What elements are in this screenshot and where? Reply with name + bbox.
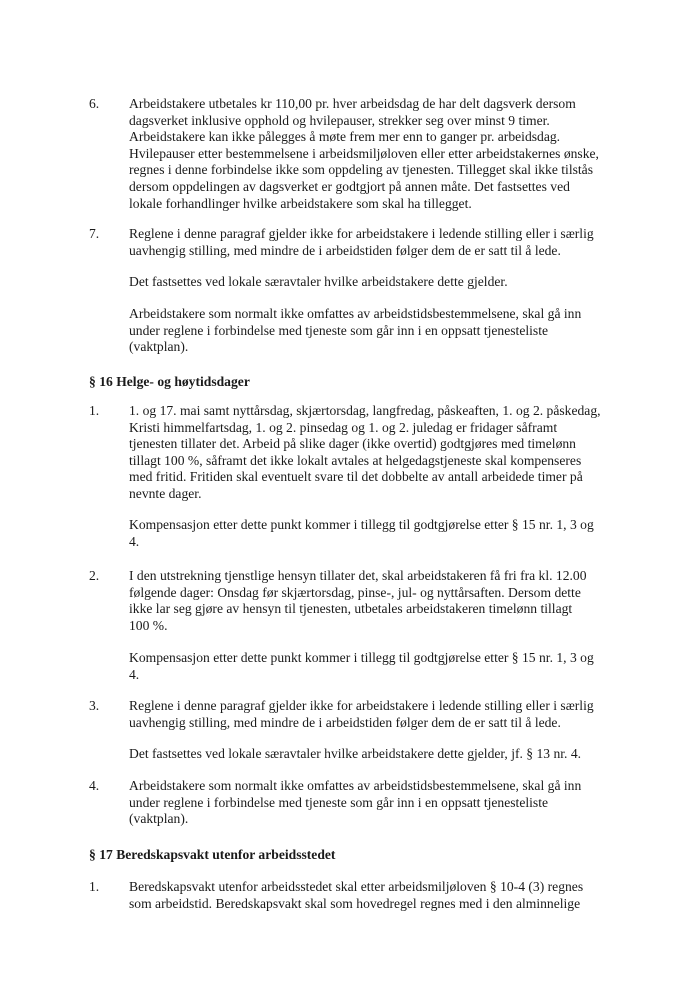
paragraph (129, 517, 649, 550)
text-line: følgende dager: Onsdag før skjærtorsdag, pinse-, jul- og nyttårsaften. Dersom dette (129, 584, 581, 600)
text-line: dagsverket inklusive opphold og hvilepauser, strekker seg over minst 9 timer. (129, 112, 550, 128)
text-line: Arbeidstakere kan ikke pålegges å møte frem mer enn to ganger pr. arbeidsdag. (129, 129, 561, 145)
text-line: (vaktplan). (129, 339, 189, 355)
text-line: Det fastsettes ved lokale særavtaler hvilke arbeidstakere dette gjelder, jf. § 13 nr. 4. (129, 746, 582, 761)
text-line: tillagt 100 %, såframt det ikke lokalt avtales at helgedagstjeneste skal kompenseres (129, 452, 582, 468)
text-line: uavhengig stilling, med mindre de i arbeidstiden følger dem de er satt til å lede. (129, 242, 561, 258)
text-line: tjenesten tillater det. Arbeid på slike dager (ikke overtid) godtgjøres med timelønn (129, 436, 576, 452)
text-line: Arbeidstakere som normalt ikke omfattes av arbeidstidsbestemmelsene, skal gå inn (129, 306, 582, 321)
text-line: Kristi himmelfartsdag, 1. og 2. pinsedag og 1. og 2. juledag er fridager såframt (129, 419, 558, 435)
text-line: Reglene i denne paragraf gjelder ikke for arbeidstakere i ledende stilling eller i særlig (129, 698, 594, 713)
text-line: I den utstrekning tjenstlige hensyn tillater det, skal arbeidstakeren få fri fra kl. 12.00 (129, 568, 587, 583)
text-line: 1. og 17. mai samt nyttårsdag, skjærtorsdag, langfredag, påskeaften, 1. og 2. påskedag, (129, 403, 601, 418)
paragraph (129, 879, 649, 912)
section-heading: § 17 Beredskapsvakt utenfor arbeidsstedet (89, 847, 336, 862)
item-number: 1. (89, 403, 100, 418)
item-number: 1. (89, 879, 100, 894)
paragraph (129, 746, 649, 763)
text-line: 4. (129, 666, 140, 682)
paragraph (129, 650, 649, 683)
text-line: Kompensasjon etter dette punkt kommer i tillegg til godtgjørelse etter § 15 nr. 1, 3 og (129, 650, 594, 665)
text-line: Arbeidstakere som normalt ikke omfattes av arbeidstidsbestemmelsene, skal gå inn (129, 778, 582, 793)
paragraph (129, 226, 649, 259)
paragraph (129, 698, 649, 731)
paragraph (129, 403, 649, 503)
paragraph (129, 568, 649, 634)
text-line: Kompensasjon etter dette punkt kommer i tillegg til godtgjørelse etter § 15 nr. 1, 3 og (129, 517, 594, 532)
text-line: 4. (129, 533, 140, 549)
item-number: 6. (89, 96, 100, 111)
text-line: regnes i denne forbindelse ikke som oppdeling av tjenesten. Tillegget skal ikke tilstås (129, 162, 593, 178)
text-line: med fritid. Fritiden skal eventuelt svare til det dobbelte av antall arbeidede timer på (129, 469, 583, 485)
text-line: Reglene i denne paragraf gjelder ikke for arbeidstakere i ledende stilling eller i særlig (129, 226, 594, 241)
text-line: nevnte dager. (129, 485, 202, 501)
text-line: Hvilepauser etter bestemmelsene i arbeidsmiljøloven eller etter arbeidstakernes ønske, (129, 145, 599, 161)
text-line: under reglene i forbindelse med tjeneste som går inn i en oppsatt tjenesteliste (129, 322, 549, 338)
text-line: (vaktplan). (129, 811, 189, 827)
item-number: 4. (89, 778, 100, 793)
text-line: som arbeidstid. Beredskapsvakt skal som hovedregel regnes med i den alminnelige (129, 895, 581, 911)
text-line: Det fastsettes ved lokale særavtaler hvilke arbeidstakere dette gjelder. (129, 274, 508, 289)
text-line: under reglene i forbindelse med tjeneste som går inn i en oppsatt tjenesteliste (129, 794, 549, 810)
paragraph (129, 778, 649, 828)
text-line: Beredskapsvakt utenfor arbeidsstedet skal etter arbeidsmiljøloven § 10-4 (3) regnes (129, 879, 584, 894)
paragraph (129, 96, 649, 212)
text-line: ikke lar seg gjøre av hensyn til tjenesten, utbetales arbeidstakeren timelønn tillagt (129, 601, 573, 617)
text-line: lokale forhandlinger hvilke arbeidstakere som skal ha tillegget. (129, 195, 472, 211)
text-line: Arbeidstakere utbetales kr 110,00 pr. hver arbeidsdag de har delt dagsverk dersom (129, 96, 576, 111)
text-line: 100 %. (129, 617, 168, 633)
item-number: 3. (89, 698, 100, 713)
text-line: dersom oppdelingen av dagsverket er godtgjort på annen måte. Det fastsettes ved (129, 178, 570, 194)
paragraph (129, 274, 649, 291)
text-line: uavhengig stilling, med mindre de i arbeidstiden følger dem de er satt til å lede. (129, 714, 561, 730)
item-number: 2. (89, 568, 100, 583)
item-number: 7. (89, 226, 100, 241)
section-heading: § 16 Helge- og høytidsdager (89, 374, 250, 389)
paragraph (129, 306, 649, 356)
